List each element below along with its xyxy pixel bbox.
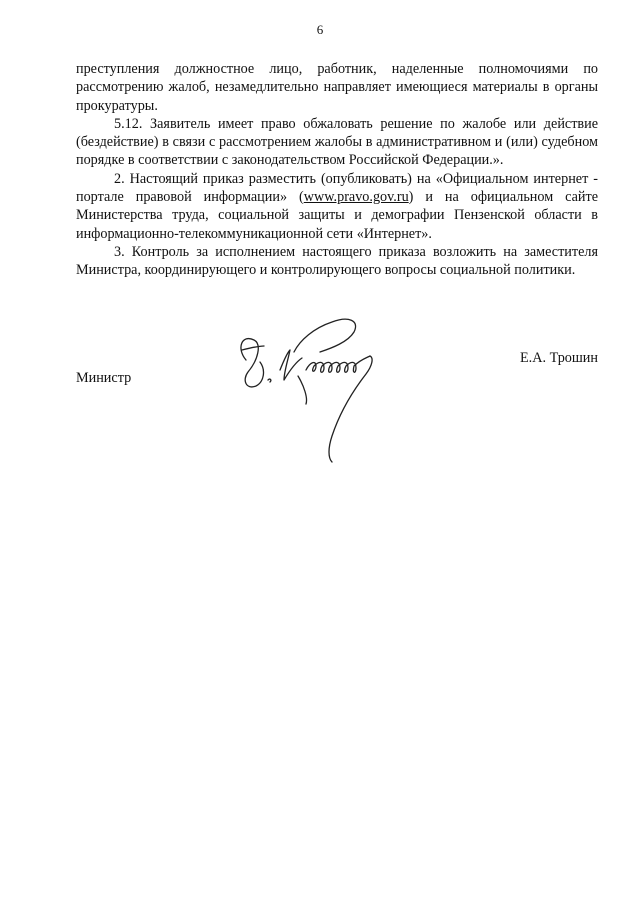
paragraph-5-12: 5.12. Заявитель имеет право обжаловать решение по жалобе или действие (бездействие) в связи с рассмотрением жалобы в административном и (или) судебном порядке в соответствии с законодательством Российской Федерации.».	[76, 115, 598, 169]
paragraph-2-start: 2. Настоящий приказ разместить (опубликовать) на «Официальном интернет - портале правовой информации» (	[76, 170, 598, 206]
signature-icon	[228, 300, 408, 470]
paragraph-2-end: ) и на официальном сайте Министерства труда, социальной защиты и демографии Пензенской области в информационно-телекоммуникационной сети «Интернет».	[76, 189, 598, 242]
signer-name: Е.А. Трошин	[520, 350, 598, 366]
signer-title: Министр	[76, 370, 132, 386]
paragraph-3: 3. Контроль за исполнением настоящего приказа возложить на заместителя Министра, координирующего и контролирующего вопросы социальной политики.	[76, 243, 598, 279]
page-number: 6	[316, 22, 324, 37]
pravo-link[interactable]: www.pravo.gov.ru	[303, 189, 409, 206]
paragraph-2	[76, 170, 598, 243]
paragraph-continuation: преступления должностное лицо, работник, наделенные полномочиями по рассмотрению жалоб, незамедлительно направляет имеющиеся материалы в органы прокуратуры.	[76, 61, 598, 114]
document-body	[76, 60, 598, 280]
